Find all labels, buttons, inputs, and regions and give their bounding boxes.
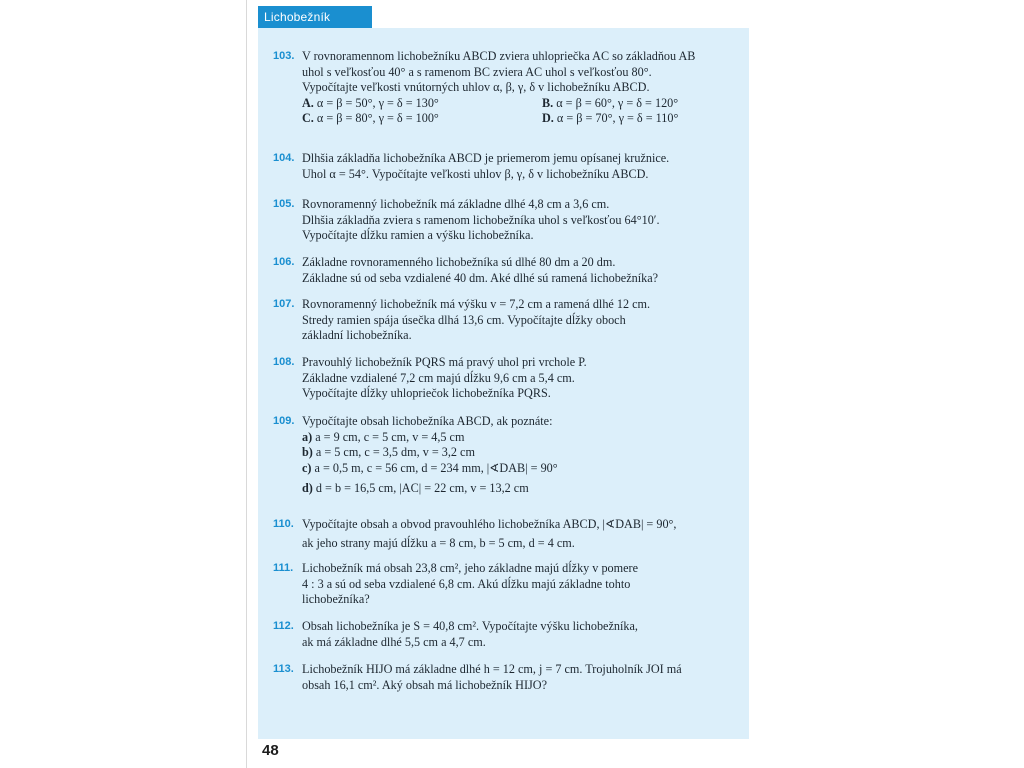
problem-number: 109.	[273, 415, 295, 427]
problem-number: 111.	[273, 562, 294, 574]
option-a: A. α = β = 50°, γ = δ = 130°	[302, 95, 439, 110]
problem-number: 105.	[273, 198, 295, 210]
problem-text: Rovnoramenný lichobežník má výšku v = 7,2 cm a ramená dlhé 12 cm. Stredy ramien spája úsečka dlhá 13,6 cm. Vypočítajte dĺžky oboch základní lichobežníka.	[302, 297, 651, 342]
problem-text: Lichobežník má obsah 23,8 cm², jeho základne majú dĺžky v pomere 4 : 3 a sú od seba vzdialené 6,8 cm. Akú dĺžku majú základne tohto lichobežníka?	[302, 561, 638, 606]
option-d: D. α = β = 70°, γ = δ = 110°	[542, 111, 679, 125]
problem-text: Obsah lichobežníka je S = 40,8 cm². Vypočítajte výšku lichobežníka, ak má základne dlhé 5,5 cm a 4,7 cm.	[302, 619, 638, 649]
problem-text: Základne rovnoramenného lichobežníka sú dlhé 80 dm a 20 dm. Základne sú od seba vzdialené 40 dm. Aké dlhé sú ramená lichobežníka?	[302, 255, 659, 285]
problem-number: 108.	[273, 356, 295, 368]
problem-103	[273, 49, 742, 127]
page-number: 48	[262, 742, 279, 759]
problem-text: Rovnoramenný lichobežník má základne dlhé 4,8 cm a 3,6 cm. Dlhšia základňa zviera s ramenom lichobežníka uhol s veľkosťou 64°10′. Vypočítajte dĺžku ramien a výšku lichobežníka.	[302, 197, 660, 242]
problem-108	[273, 355, 742, 402]
subquestion-b: b) a = 5 cm, c = 3,5 dm, v = 3,2 cm	[302, 445, 475, 459]
option-b: B. α = β = 60°, γ = δ = 120°	[542, 95, 679, 110]
page-edge	[246, 0, 247, 768]
problem-105	[273, 197, 742, 244]
subquestion-d: d) d = b = 16,5 cm, |AC| = 22 cm, v = 13,2 cm	[302, 481, 529, 495]
problem-text: Vypočítajte obsah a obvod pravouhlého lichobežníka ABCD, |∢DAB| = 90°, ak jeho strany majú dĺžku a = 8 cm, b = 5 cm, d = 4 cm.	[302, 517, 677, 550]
problem-107	[273, 297, 742, 344]
problem-text: V rovnoramennom lichobežníku ABCD zviera uhlopriečka AC so základňou AB uhol s veľkosťou 40° a s ramenom BC zviera AC uhol s veľkosťou 80°. Vypočítajte veľkosti vnútorných uhlov α, β, γ, δ v lichobežníku ABCD.	[302, 49, 696, 94]
answer-options	[302, 96, 742, 127]
problem-number: 106.	[273, 256, 295, 268]
problem-number: 113.	[273, 663, 294, 675]
problem-number: 110.	[273, 518, 294, 530]
problem-text: Vypočítajte obsah lichobežníka ABCD, ak poznáte:	[302, 414, 553, 428]
subquestion-c: c) a = 0,5 m, c = 56 cm, d = 234 mm, |∢DAB| = 90°	[302, 460, 558, 475]
problem-106	[273, 255, 742, 286]
problem-text: Lichobežník HIJO má základne dlhé h = 12 cm, j = 7 cm. Trojuholník JOI má obsah 16,1 cm². Aký obsah má lichobežník HIJO?	[302, 662, 682, 692]
problem-110	[273, 515, 742, 553]
problem-number: 104.	[273, 152, 295, 164]
problem-104	[273, 151, 742, 182]
problem-112	[273, 619, 742, 650]
problem-111	[273, 561, 742, 608]
section-tab: Lichobežník	[258, 6, 372, 28]
option-c: C. α = β = 80°, γ = δ = 100°	[302, 111, 439, 125]
problem-text: Pravouhlý lichobežník PQRS má pravý uhol pri vrchole P. Základne vzdialené 7,2 cm majú dĺžku 9,6 cm a 5,4 cm. Vypočítajte dĺžky uhlopriečok lichobežníka PQRS.	[302, 355, 587, 400]
problem-113	[273, 662, 742, 693]
problem-text: Dlhšia základňa lichobežníka ABCD je priemerom jemu opísanej kružnice. Uhol α = 54°. Vypočítajte veľkosti uhlov β, γ, δ v lichobežníku ABCD.	[302, 151, 670, 181]
problem-number: 112.	[273, 620, 294, 632]
problem-number: 107.	[273, 298, 295, 310]
problem-109	[273, 414, 742, 497]
problem-number: 103.	[273, 50, 295, 62]
subquestion-a: a) a = 9 cm, c = 5 cm, v = 4,5 cm	[302, 429, 465, 444]
